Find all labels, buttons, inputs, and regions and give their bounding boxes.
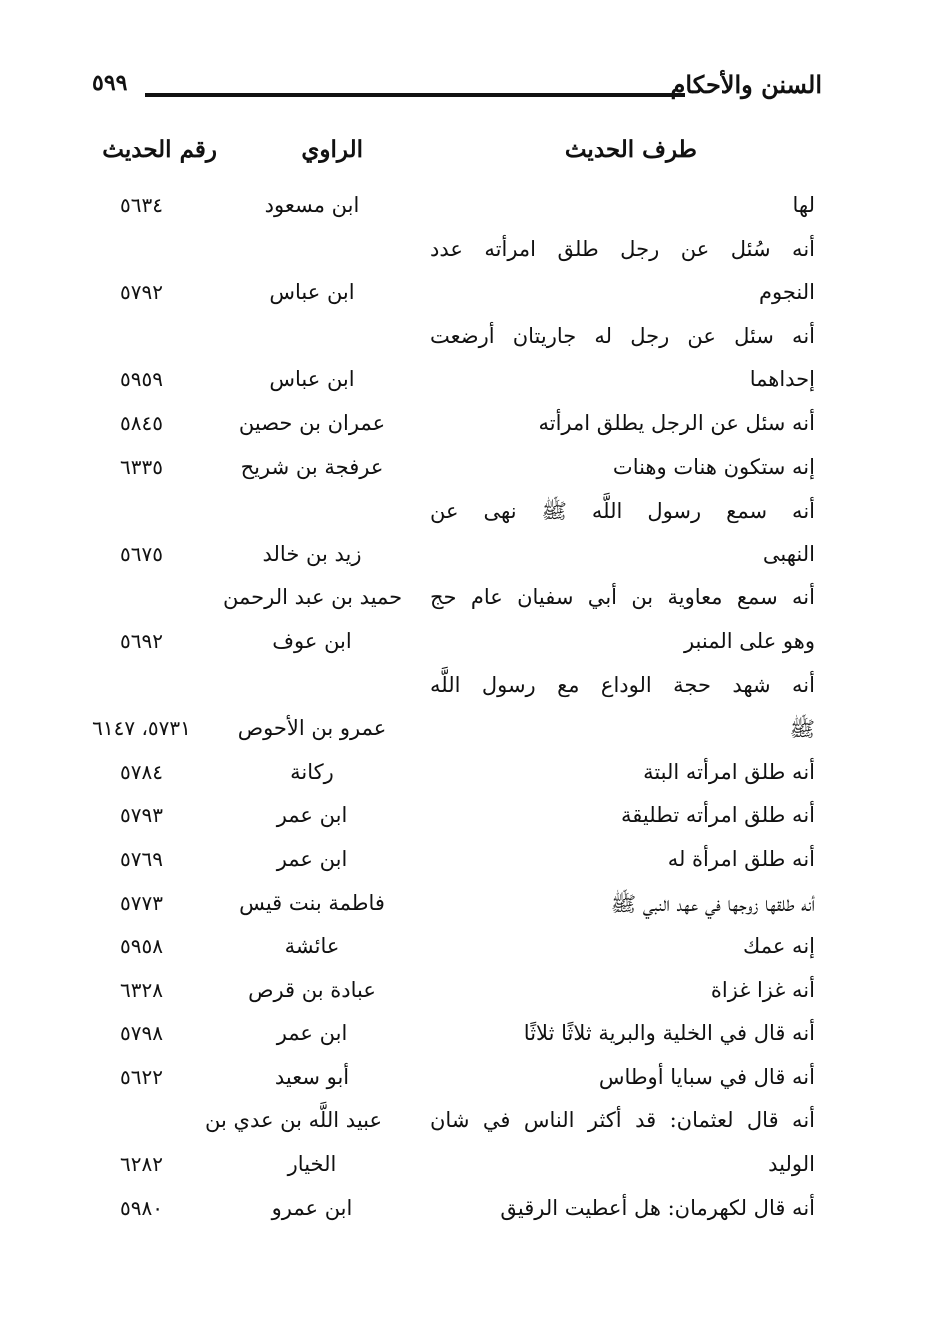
index-line [80,229,815,273]
index-line [80,1144,815,1188]
running-header-title: السنن والأحكام [670,70,822,99]
hadith-text: إنه ستكون هنات وهنات [612,454,815,479]
hadith-number: ٥٧٨٤ [120,759,163,784]
narrator: ابن مسعود [264,193,360,217]
hadith-text: إنه عمك [743,934,815,959]
hadith-number: ٥٦٧٥ [120,541,163,566]
hadith-text: أنه قال لكهرمان: هل أعطيت الرقيق [500,1195,815,1220]
hadith-text: أنه سُئل عن رجل طلق امرأته عدد [430,236,815,261]
narrator: فاطمة بنت قيس [239,890,385,915]
index-line [80,1013,815,1057]
hadith-number: ٥٩٥٩ [120,367,163,392]
index-line [80,403,815,447]
hadith-text: إحداهما [749,367,815,392]
hadith-text: أنه طلق امرأة له [667,846,815,871]
hadith-text: الوليد [768,1152,815,1177]
hadith-text: لها [792,193,815,217]
index-line [80,1188,815,1232]
index-line [80,708,815,752]
index-line [80,621,815,665]
column-header-text: طرف الحديث [564,136,697,163]
hadith-number: ٦٣٣٥ [120,454,163,479]
narrator: عبادة بن قرص [248,977,376,1002]
hadith-text: أنه طلقها زوجها في عهد النبي ﷺ [610,891,815,916]
hadith-text: وهو على المنبر [683,628,815,653]
narrator: ابن عباس [269,367,355,392]
hadith-index-table [80,185,815,1231]
narrator: حميد بن عبد الرحمن [223,585,403,610]
hadith-text: أنه سئل عن رجل له جاريتان أرضعت [430,323,815,348]
page-number: ٥٩٩ [92,70,128,96]
hadith-number: ٥٦٩٢ [120,628,163,653]
narrator: ابن عباس [269,280,355,305]
hadith-text: ﷺ [789,717,815,742]
index-line [80,795,815,839]
hadith-text: النهبى [762,541,815,566]
narrator: أبو سعيد [274,1064,350,1089]
hadith-text: أنه شهد حجة الوداع مع رسول اللَّه [430,672,815,697]
hadith-text: أنه قال في الخلية والبرية ثلاثًا ثلاثًا [523,1021,815,1046]
index-line [80,359,815,403]
hadith-text: أنه سمع رسول اللَّه ﷺ نهى عن [430,499,815,524]
hadith-text: أنه طلق امرأته البتة [643,759,815,784]
index-line [80,185,815,229]
index-line [80,1100,815,1144]
narrator: ابن عمر [276,1021,348,1046]
hadith-number: ٥٩٥٨ [120,934,163,959]
hadith-number: ٥٧٩٨ [120,1021,163,1046]
narrator: عمران بن حصين [238,410,386,435]
hadith-text: أنه قال في سبايا أوطاس [598,1064,815,1089]
index-line [80,534,815,578]
index-line [80,665,815,709]
narrator: عرفجة بن شريح [240,454,384,479]
hadith-number: ٥٩٨٠ [120,1195,163,1220]
narrator: عمرو بن الأحوص [237,716,387,741]
hadith-text: أنه سئل عن الرجل يطلق امرأته [538,410,815,435]
narrator: زيد بن خالد [262,541,362,566]
column-header-narrator: الراوي [301,136,363,163]
index-line [80,272,815,316]
index-line [80,1057,815,1101]
hadith-number: ٥٧٩٢ [120,280,163,305]
narrator: عبيد اللَّه بن عدي بن [205,1108,383,1133]
hadith-number: ٥٦٣٤ [120,193,163,217]
narrator: ابن عمر [276,846,348,871]
narrator: الخيار [287,1152,337,1177]
hadith-number: ٥٧٣١، ٦١٤٧ [92,716,191,741]
index-line [80,490,815,534]
narrator: ابن عوف [272,628,352,653]
hadith-text: أنه طلق امرأته تطليقة [621,803,815,828]
narrator: ابن عمر [276,803,348,828]
hadith-text: أنه غزا غزاة [710,977,815,1002]
hadith-number: ٥٧٧٣ [120,890,163,915]
hadith-number: ٥٧٦٩ [120,846,163,871]
hadith-text: أنه قال لعثمان: قد أكثر الناس في شان [430,1108,815,1133]
index-line [80,447,815,491]
index-line [80,970,815,1014]
header-rule [145,93,685,97]
index-line [80,752,815,796]
narrator: عائشة [284,934,340,959]
hadith-number: ٦٢٨٢ [120,1152,163,1177]
hadith-number: ٥٦٢٢ [120,1064,163,1089]
hadith-text: النجوم [759,280,815,305]
hadith-text: أنه سمع معاوية بن أبي سفيان عام حج [430,585,815,610]
narrator: ابن عمرو [271,1195,353,1220]
index-line [80,883,815,927]
hadith-number: ٥٨٤٥ [120,410,163,435]
index-line [80,577,815,621]
hadith-number: ٥٧٩٣ [120,803,163,828]
hadith-number: ٦٣٢٨ [120,977,163,1002]
column-header-number: رقم الحديث [102,136,217,163]
index-line [80,316,815,360]
index-line [80,839,815,883]
narrator: ركانة [290,759,334,784]
index-line [80,926,815,970]
